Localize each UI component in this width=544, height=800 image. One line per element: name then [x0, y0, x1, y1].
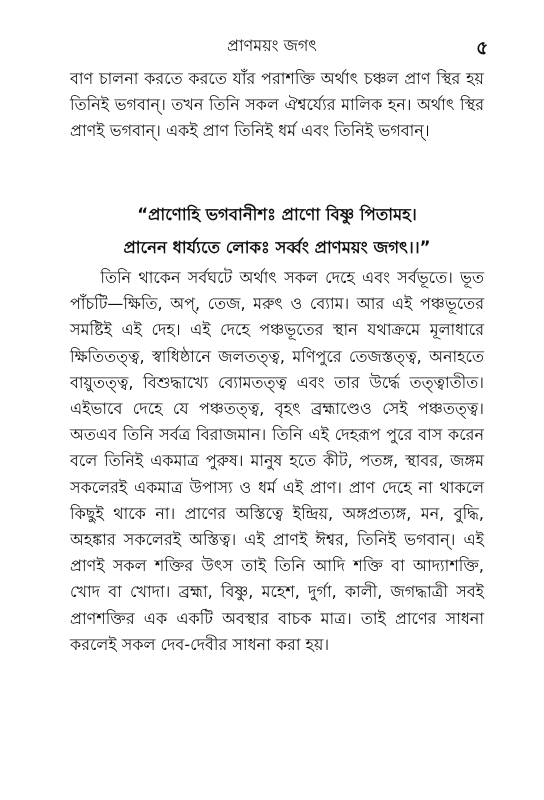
paragraph-2: তিনি থাকেন সর্বঘটে অর্থাৎ সকল দেহে এবং সর্বভূতে। ভূত পাঁচটি—ক্ষিতি, অপ্, তেজ, মরুৎ ও ব্যোম। আর এই পঞ্চভূতের সমষ্টিই এই দেহ। এই দেহে পঞ্চভূতের স্থান যথাক্রমে মূলাধারে ক্ষিতিতত্ত্ব, স্বাধিষ্ঠানে জলতত্ত্ব, মণিপুরে তেজস্তত্ত্ব, অনাহতে বায়ুতত্ত্ব, বিশুদ্ধাখ্যে ব্যোমতত্ত্ব এবং তার উর্দ্ধে তত্ত্বাতীত। এইভাবে দেহে যে পঞ্চতত্ত্ব, বৃহৎ ব্রহ্মাণ্ডেও সেই পঞ্চতত্ত্ব। অতএব তিনি সর্বত্র বিরাজমান। তিনি এই দেহরূপ পুরে বাস করেন বলে তিনিই একমাত্র পুরুষ। মানুষ হতে কীট, পতঙ্গ, স্থাবর, জঙ্গম সকলেরই একমাত্র উপাস্য ও ধর্ম এই প্রাণ। প্রাণ দেহে না থাকলে কিছুই থাকে না। প্রাণের অস্তিত্বে ইন্দ্রিয়, অঙ্গপ্রত্যঙ্গ, মন, বুদ্ধি, অহঙ্কার সকলেরই অস্তিত্ব। এই প্রাণই ঈশ্বর, তিনিই ভগবান্। এই প্রাণই সকল শক্তির উৎস তাই তিনি আদি শক্তি বা আদ্যাশক্তি, খোদ বা খোদা। ব্রহ্মা, বিষ্ণু, মহেশ, দুর্গা, কালী, জগদ্ধাত্রী সবই প্রাণশক্তির এক একটি অবস্থার বাচক মাত্র। তাই প্রাণের সাধনা করলেই সকল দেব-দেবীর সাধনা করা হয়। — [70, 268, 484, 654]
paragraph-1: বাণ চালনা করতে করতে যাঁর পরাশক্তি অর্থাৎ চঞ্চল প্রাণ স্থির হয় তিনিই ভগবান্। তখন তিনি সকল ঐশ্বর্য্যের মালিক হন। অর্থাৎ স্থির প্রাণই ভগবান্। একই প্রাণ তিনিই ধর্ম এবং তিনিই ভগবান্। — [70, 69, 484, 141]
running-title: প্রাণময়ং জগৎ — [227, 36, 317, 55]
quote-line-1: “প্রাণোহি ভগবানীশঃ প্রাণো বিষ্ণু পিতামহ। — [137, 205, 417, 224]
quote-line-2: প্রানেন ধার্য্যতে লোকঃ সর্ব্বং প্রাণময়ং জগৎ।।” — [123, 238, 431, 257]
page-number: ৫ — [476, 37, 489, 59]
